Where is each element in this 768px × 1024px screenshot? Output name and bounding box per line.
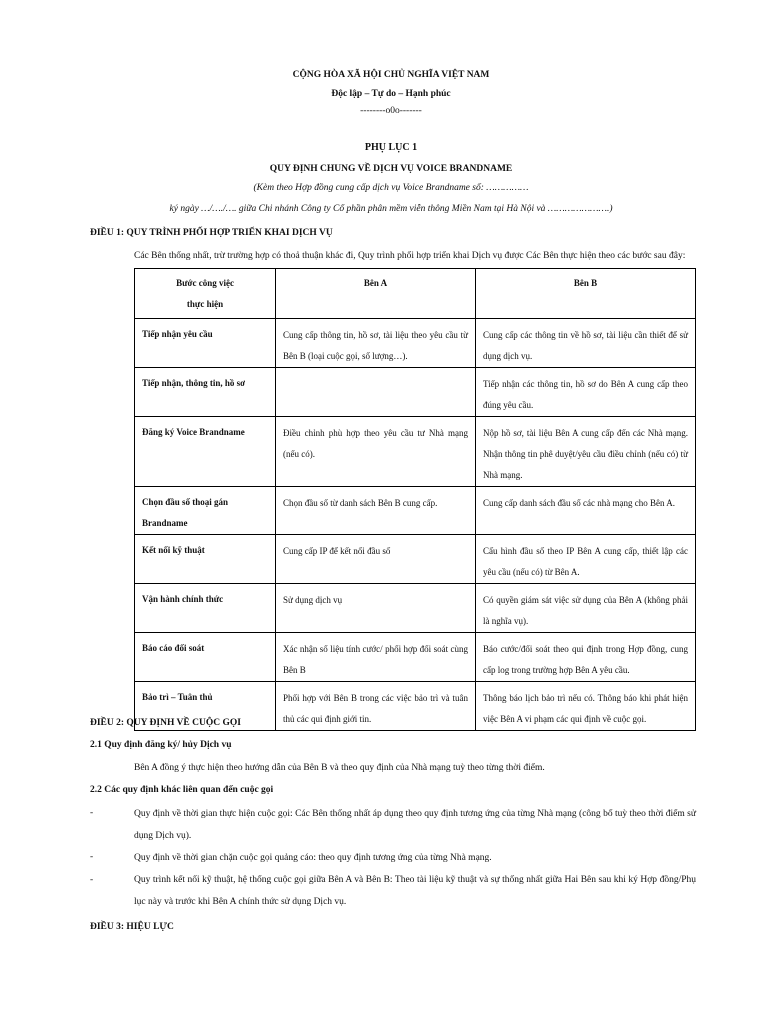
party-a-cell: Chọn đầu số từ danh sách Bên B cung cấp.: [276, 487, 476, 535]
appendix-reference-line2: ký ngày …/…./…. giữa Chi nhánh Công ty Cổ phần phân mềm viễn thông Miền Nam tại Hà Nội và ………………….): [169, 204, 613, 214]
party-a-cell: [276, 368, 476, 417]
step-cell: Bảo trì – Tuân thủ: [135, 682, 276, 731]
bullet-item: Quy định về thời gian thực hiện cuộc gọi: Các Bên thống nhất áp dụng theo quy định tương ứng của từng Nhà mạng (công bố tuỳ theo thời điểm sử dụng Dịch vụ).: [134, 809, 696, 841]
party-b-cell: Có quyền giám sát việc sử dụng của Bên A (không phải là nghĩa vụ).: [476, 584, 696, 633]
motto: Độc lập – Tự do – Hạnh phúc: [331, 89, 451, 99]
workflow-table: [134, 268, 696, 731]
table-row: [135, 487, 696, 535]
table-row: [135, 535, 696, 584]
section-2-1-text: Bên A đồng ý thực hiện theo hướng dẫn của Bên B và theo quy định của Nhà mạng tuỳ theo từng thời điểm.: [134, 763, 545, 773]
bullet-mark: -: [90, 808, 94, 818]
col-header-party-a: Bên A: [276, 269, 476, 319]
table-row: [135, 319, 696, 368]
party-a-cell: Phối hợp với Bên B trong các việc bảo trì và tuân thủ các qui định giới tin.: [276, 682, 476, 731]
party-b-cell: Báo cước/đối soát theo qui định trong Hợp đồng, cung cấp log trong trường hợp Bên A yêu cầu.: [476, 633, 696, 682]
step-cell: Báo cáo đối soát: [135, 633, 276, 682]
step-cell: Đăng ký Voice Brandname: [135, 417, 276, 487]
party-a-cell: Điều chỉnh phù hợp theo yêu cầu tư Nhà mạng (nếu có).: [276, 417, 476, 487]
party-a-cell: Xác nhận số liệu tính cước/ phối hợp đối soát cùng Bên B: [276, 633, 476, 682]
table-row: [135, 417, 696, 487]
article3-heading: ĐIỀU 3: HIỆU LỰC: [90, 922, 174, 932]
party-a-cell: Sử dụng dịch vụ: [276, 584, 476, 633]
section-2-1-heading: 2.1 Quy định đăng ký/ hủy Dịch vụ: [90, 740, 232, 750]
article2-heading: ĐIỀU 2: QUY ĐỊNH VỀ CUỘC GỌI: [90, 718, 241, 728]
party-b-cell: Nộp hồ sơ, tài liệu Bên A cung cấp đến các Nhà mạng. Nhận thông tin phê duyệt/yêu cầu điều chỉnh (nếu có) từ Nhà mạng.: [476, 417, 696, 487]
party-b-cell: Tiếp nhận các thông tin, hồ sơ do Bên A cung cấp theo đúng yêu cầu.: [476, 368, 696, 417]
table-row: [135, 584, 696, 633]
country-title: CỘNG HÒA XÃ HỘI CHỦ NGHĨA VIỆT NAM: [292, 70, 490, 80]
step-cell: Tiếp nhận yêu cầu: [135, 319, 276, 368]
step-cell: Chọn đầu số thoại gán Brandname: [135, 487, 276, 535]
article1-intro: Các Bên thống nhất, trừ trường hợp có thoả thuận khác đi, Quy trình phối hợp triển khai Dịch vụ được Các Bên thực hiện theo các bước sau đây:: [134, 251, 686, 261]
col-header-step: [135, 269, 276, 319]
bullet-item: Quy định về thời gian chặn cuộc gọi quảng cáo: theo quy định tương ứng của từng Nhà mạng.: [134, 853, 492, 863]
article1-heading: ĐIỀU 1: QUY TRÌNH PHỐI HỢP TRIỂN KHAI DỊCH VỤ: [90, 228, 333, 238]
party-b-cell: Cung cấp các thông tin về hồ sơ, tài liệu cần thiết để sử dụng dịch vụ.: [476, 319, 696, 368]
party-b-cell: Cấu hình đầu số theo IP Bên A cung cấp, thiết lập các yêu cầu (nếu có) từ Bên A.: [476, 535, 696, 584]
col-header-step-label: Bước công việc thực hiện: [176, 278, 234, 309]
step-cell: Kết nối kỹ thuật: [135, 535, 276, 584]
appendix-title: PHỤ LỤC 1: [364, 142, 418, 153]
bullet-mark: -: [90, 875, 94, 885]
step-cell: Vận hành chính thức: [135, 584, 276, 633]
bullet-mark: -: [90, 852, 94, 862]
bullet-item: Quy trình kết nối kỹ thuật, hệ thống cuộc gọi giữa Bên A và Bên B: Theo tài liệu kỹ thuật và sự thống nhất giữa Hai Bên sau khi ký Hợp đồng/Phụ lục này và trước khi Bên A chính thức sử dụng Dịch vụ.: [134, 875, 696, 907]
party-b-cell: Cung cấp danh sách đầu số các nhà mạng cho Bên A.: [476, 487, 696, 535]
table-header-row: [135, 269, 696, 319]
col-header-party-b: Bên B: [476, 269, 696, 319]
table-row: [135, 633, 696, 682]
party-b-cell: Thông báo lịch bảo trì nếu có. Thông báo khi phát hiện việc Bên A vi phạm các qui định về cuộc gọi.: [476, 682, 696, 731]
appendix-subtitle: QUY ĐỊNH CHUNG VỀ DỊCH VỤ VOICE BRANDNAME: [269, 164, 513, 174]
party-a-cell: Cung cấp IP để kết nối đầu số: [276, 535, 476, 584]
header-divider: --------o0o-------: [360, 106, 422, 116]
section-2-2-heading: 2.2 Các quy định khác liên quan đến cuộc gọi: [90, 785, 274, 795]
step-cell: Tiếp nhận, thông tin, hồ sơ: [135, 368, 276, 417]
appendix-reference-line1: (Kèm theo Hợp đồng cung cấp dịch vụ Voice Brandname số: ……………: [253, 183, 529, 193]
party-a-cell: Cung cấp thông tin, hồ sơ, tài liệu theo yêu cầu từ Bên B (loại cuộc gọi, số lượng…).: [276, 319, 476, 368]
table-row: [135, 368, 696, 417]
